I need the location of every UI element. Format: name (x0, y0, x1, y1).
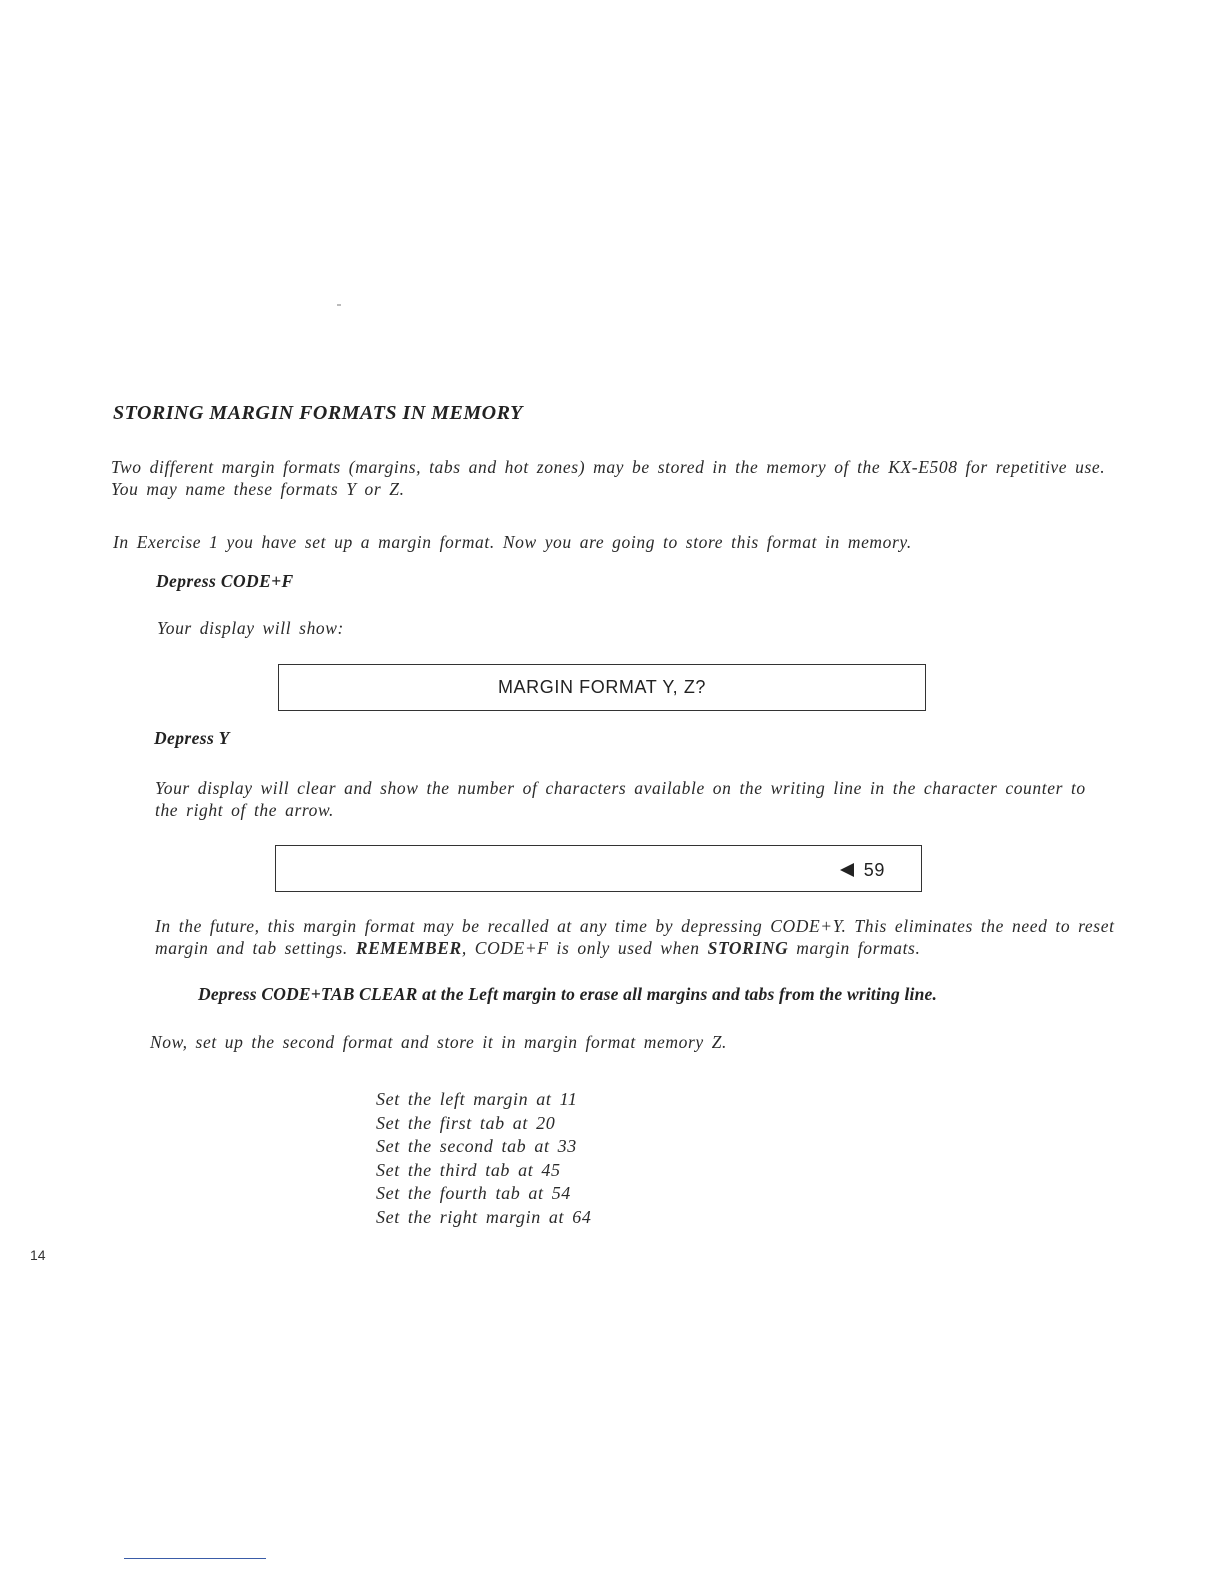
step-depress-y: Depress Y (154, 728, 230, 748)
future-text-part2: , CODE+F is only used when (461, 938, 708, 958)
margin-settings-list (376, 1088, 591, 1229)
future-text-part1: In the future, this margin format may be recalled at any time by depressing CODE+Y. This eliminates the need to reset margin and tab settings. (155, 916, 1115, 958)
future-recall-paragraph (155, 915, 1115, 959)
clear-paragraph: Your display will clear and show the number of characters available on the writing line in the character counter to the right of the arrow. (155, 778, 1086, 820)
setting-left-margin: Set the left margin at 11 (376, 1089, 578, 1109)
storing-emphasis: STORING (707, 938, 789, 958)
character-count: 59 (863, 860, 885, 880)
setting-second-tab: Set the second tab at 33 (376, 1136, 577, 1156)
footer-rule (124, 1558, 266, 1559)
setting-right-margin: Set the right margin at 64 (376, 1206, 592, 1227)
second-format-paragraph: Now, set up the second format and store it in margin format memory Z. (150, 1032, 728, 1052)
character-counter (840, 860, 885, 881)
setting-first-tab: Set the first tab at 20 (376, 1112, 556, 1133)
section-heading: STORING MARGIN FORMATS IN MEMORY (113, 402, 523, 424)
step-tab-clear: Depress CODE+TAB CLEAR at the Left margin to erase all margins and tabs from the writing line. (198, 984, 938, 1004)
remember-emphasis: REMEMBER (355, 938, 462, 958)
display-intro-text: Your display will show: (157, 618, 344, 638)
step-depress-code-f: Depress CODE+F (156, 571, 294, 591)
display-box-character-counter (275, 845, 922, 892)
display-box-margin-format (278, 664, 926, 711)
scan-speck (337, 304, 341, 306)
setting-fourth-tab: Set the fourth tab at 54 (376, 1183, 571, 1203)
exercise-paragraph: In Exercise 1 you have set up a margin format. Now you are going to store this format in memory. (113, 532, 912, 552)
future-text-part3: margin formats. (788, 938, 921, 958)
page-number: 14 (30, 1247, 46, 1263)
display-text: MARGIN FORMAT Y, Z? (497, 677, 707, 697)
setting-third-tab: Set the third tab at 45 (376, 1159, 561, 1180)
left-arrow-icon (840, 863, 854, 877)
intro-paragraph: Two different margin formats (margins, tabs and hot zones) may be stored in the memory of the KX-E508 for repetitive use. You may name these formats Y or Z. (111, 457, 1106, 499)
